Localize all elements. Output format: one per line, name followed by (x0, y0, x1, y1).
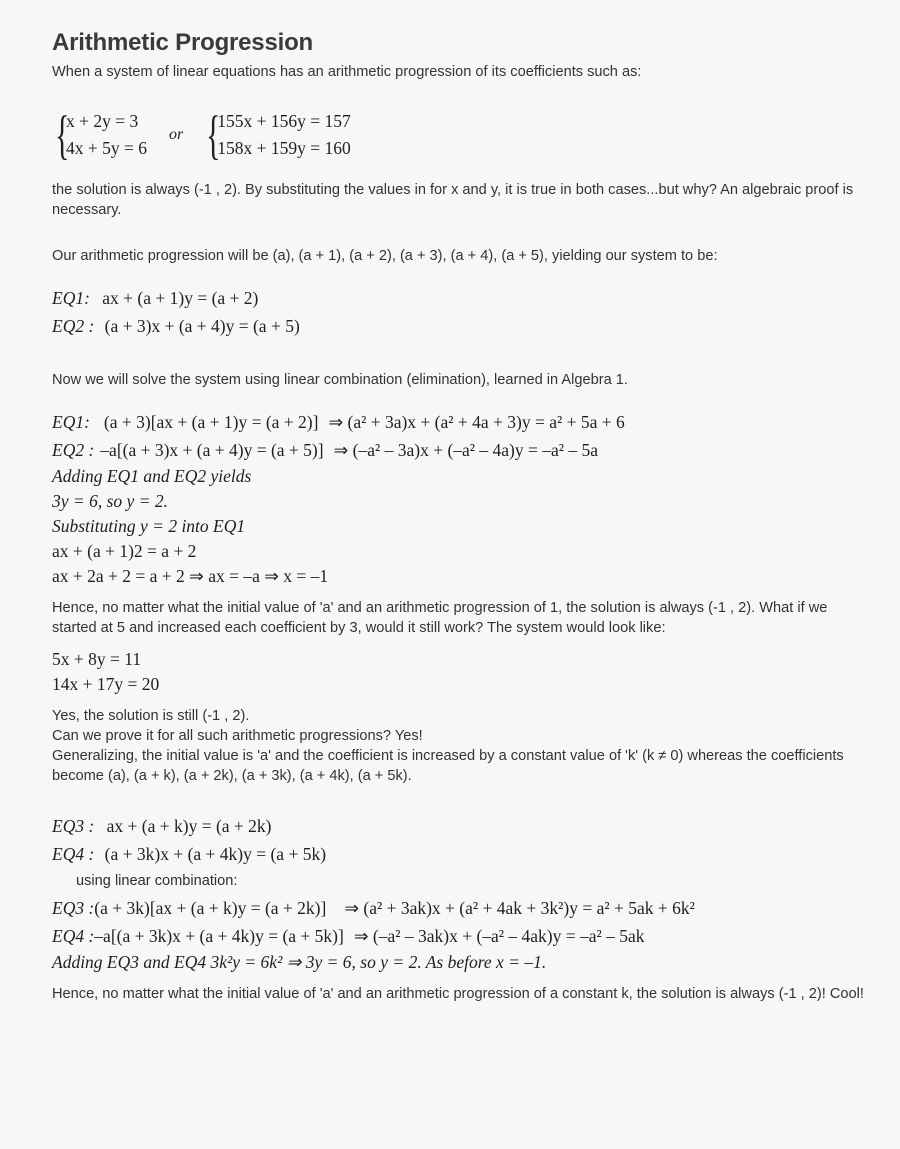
work1-eq2-bracket: [(a + 3)x + (a + 4)y = (a + 5)] (116, 440, 324, 461)
work1-eq1-result: ⇒ (a² + 3a)x + (a² + 4a + 3)y = a² + 5a + 6 (328, 412, 625, 433)
work2-eq4-label: EQ4 : (52, 926, 95, 947)
work2-eq3-bracket: [ax + (a + k)y = (a + 2k)] (149, 898, 327, 919)
system-right-line-2: 158x + 159y = 160 (217, 138, 351, 159)
work1-sub-line-1: ax + (a + 1)2 = a + 2 (52, 541, 197, 562)
system-right-line-1: 155x + 156y = 157 (217, 111, 351, 132)
work1-eq2-multiplier: –a (100, 440, 117, 461)
eq2-line (52, 312, 864, 340)
work2-eq4-result: ⇒ (–a² – 3ak)x + (–a² – 4ak)y = –a² – 5ak (353, 926, 645, 947)
work2-eq4-line (52, 922, 864, 950)
work1-eq2-label: EQ2 : (52, 440, 95, 461)
left-brace-icon: { (206, 105, 221, 166)
progression-paragraph: Our arithmetic progression will be (a), (a + 1), (a + 2), (a + 3), (a + 4), (a + 5), yielding our system to be: (52, 248, 718, 265)
work2-eq4-multiplier: –a (94, 926, 111, 947)
example-systems (52, 105, 864, 166)
eq3-expression: ax + (a + k)y = (a + 2k) (106, 816, 272, 837)
system-k3-line-1: 5x + 8y = 11 (52, 649, 142, 670)
eq4-expression: (a + 3k)x + (a + 4k)y = (a + 5k) (104, 844, 327, 865)
system-k3-line-2: 14x + 17y = 20 (52, 674, 160, 695)
work1-eq1-bracket: [ax + (a + 1)y = (a + 2)] (150, 412, 319, 433)
work1-adding-line: Adding EQ1 and EQ2 yields (52, 466, 252, 487)
system-right (203, 105, 351, 166)
work2-eq3-label: EQ3 : (52, 898, 95, 919)
eq4-line (52, 840, 864, 868)
eq3-line (52, 812, 864, 840)
work2-eq3-line (52, 894, 864, 922)
work1-solve-y: 3y = 6, so y = 2. (52, 491, 168, 512)
work1-eq2-line (52, 436, 864, 464)
hence-paragraph-2: Hence, no matter what the initial value of 'a' and an arithmetic progression of a constant k, the solution is always (-1 , 2)! Cool! (52, 986, 864, 1003)
eq4-label: EQ4 : (52, 844, 95, 865)
intro-paragraph: When a system of linear equations has an arithmetic progression of its coefficients such as: (52, 64, 642, 81)
system-left-line-2: 4x + 5y = 6 (66, 138, 147, 159)
eq2-expression: (a + 3)x + (a + 4)y = (a + 5) (104, 316, 300, 337)
hence-paragraph-1: Hence, no matter what the initial value of 'a' and an arithmetic progression of 1, the solution is always (-1 , 2). What if we started at 5 and increased each coefficient by 3, would it still work? The system would look like: (52, 600, 828, 637)
eq1-line (52, 284, 864, 312)
system-left (52, 105, 147, 166)
eq1-expression: ax + (a + 1)y = (a + 2) (102, 288, 259, 309)
generalizing-paragraph: Generalizing, the initial value is 'a' and the coefficient is increased by a constant value of 'k' (k ≠ 0) whereas the coefficients become (a), (a + k), (a + 2k), (a + 3k), (a + 4k), (a + 5k). (52, 748, 844, 785)
work1-eq1-label: EQ1: (52, 412, 90, 433)
page-title: Arithmetic Progression (52, 29, 313, 56)
eq3-label: EQ3 : (52, 816, 95, 837)
combination-paragraph: Now we will solve the system using linear combination (elimination), learned in Algebra 1. (52, 372, 628, 389)
work2-eq3-multiplier: (a + 3k) (94, 898, 150, 919)
work1-substituting: Substituting y = 2 into EQ1 (52, 516, 246, 537)
prove-paragraph: Can we prove it for all such arithmetic progressions? Yes! (52, 728, 423, 745)
document-content (52, 30, 864, 1004)
using-linear-combination-label: using linear combination: (76, 873, 238, 890)
work1-eq1-multiplier: (a + 3) (103, 412, 151, 433)
yes-paragraph: Yes, the solution is still (-1 , 2). (52, 708, 250, 725)
work2-adding-line: Adding EQ3 and EQ4 3k²y = 6k² ⇒ 3y = 6, so y = 2. As before x = –1. (52, 952, 547, 973)
eq1-label: EQ1: (52, 288, 90, 309)
work1-eq2-result: ⇒ (–a² – 3a)x + (–a² – 4a)y = –a² – 5a (333, 440, 599, 461)
work1-sub-line-2: ax + 2a + 2 = a + 2 ⇒ ax = –a ⇒ x = –1 (52, 566, 329, 587)
solution-paragraph: the solution is always (-1 , 2). By substituting the values in for x and y, it is true in both cases...but why? An algebraic proof is necessary. (52, 182, 854, 219)
left-brace-icon: { (55, 105, 70, 166)
system-left-line-1: x + 2y = 3 (66, 111, 139, 132)
eq2-label: EQ2 : (52, 316, 95, 337)
work1-eq1-line (52, 408, 864, 436)
work2-eq4-bracket: [(a + 3k)x + (a + 4k)y = (a + 5k)] (110, 926, 344, 947)
or-label: or (169, 126, 184, 144)
work2-eq3-result: ⇒ (a² + 3ak)x + (a² + 4ak + 3k²)y = a² + 5ak + 6k² (344, 898, 695, 919)
